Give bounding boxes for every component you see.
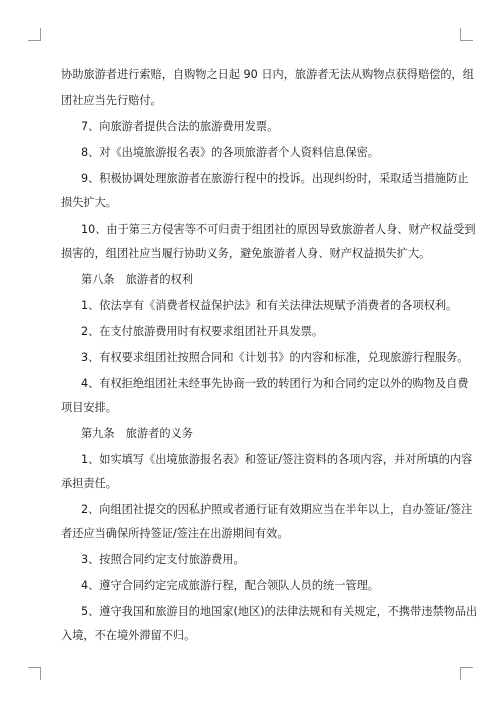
- crop-mark-bottom-left: [28, 667, 41, 680]
- paragraph-line: 9、积极协调处理旅游者在旅游行程中的投诉。出现纠纷时，采取适当措施防止: [81, 172, 469, 185]
- paragraph-line: 入境，不在境外滞留不归。: [61, 629, 196, 642]
- section-heading: 第九条 旅游者的义务: [81, 427, 193, 440]
- paragraph-line: 10、由于第三方侵害等不可归责于组团社的原因导致旅游者人身、财产权益受到: [81, 223, 476, 236]
- paragraph-line: 团社应当先行赔付。: [61, 94, 162, 107]
- section-heading: 第八条 旅游者的权利: [81, 273, 193, 286]
- paragraph-line: 1、依法享有《消费者权益保护法》和有关法律法规赋予消费者的各项权利。: [81, 299, 458, 312]
- paragraph-line: 损失扩大。: [61, 196, 117, 209]
- crop-mark-top-left: [28, 28, 41, 41]
- paragraph-line: 3、按照合同约定支付旅游费用。: [81, 553, 245, 566]
- paragraph-line: 3、有权要求组团社按照合同和《计划书》的内容和标准，兑现旅游行程服务。: [81, 351, 469, 364]
- crop-mark-top-right: [460, 28, 473, 41]
- paragraph-line: 4、有权拒绝组团社未经事先协商一致的转团行为和合同约定以外的购物及自费: [81, 377, 469, 390]
- paragraph-line: 项目安排。: [61, 401, 117, 414]
- paragraph-line: 7、向旅游者提供合法的旅游费用发票。: [81, 120, 279, 133]
- crop-mark-bottom-right: [460, 667, 473, 680]
- paragraph-line: 损害的，组团社应当履行协助义务，避免旅游者人身、财产权益损失扩大。: [61, 247, 431, 260]
- paragraph-line: 8、对《出境旅游报名表》的各项旅游者个人资料信息保密。: [81, 146, 379, 159]
- paragraph-line: 者还应当确保所持签证/签注在出游期间有效。: [61, 527, 289, 540]
- paragraph-line: 1、如实填写《出境旅游报名表》和签证/签注资料的各项内容，并对所填的内容: [81, 453, 473, 466]
- paragraph-line: 承担责任。: [61, 477, 117, 490]
- paragraph-line: 2、在支付旅游费用时有权要求组团社开具发票。: [81, 325, 324, 338]
- paragraph-line: 5、遵守我国和旅游目的地国家(地区)的法律法规和有关规定，不携带违禁物品出: [81, 605, 478, 618]
- paragraph-line: 2、向组团社提交的因私护照或者通行证有效期应当在半年以上，自办签证/签注: [81, 503, 473, 516]
- paragraph-line: 协助旅游者进行索赔，自购物之日起 90 日内，旅游者无法从购物点获得赔偿的，组: [61, 68, 474, 81]
- paragraph-line: 4、遵守合同约定完成旅游行程，配合领队人员的统一管理。: [81, 579, 379, 592]
